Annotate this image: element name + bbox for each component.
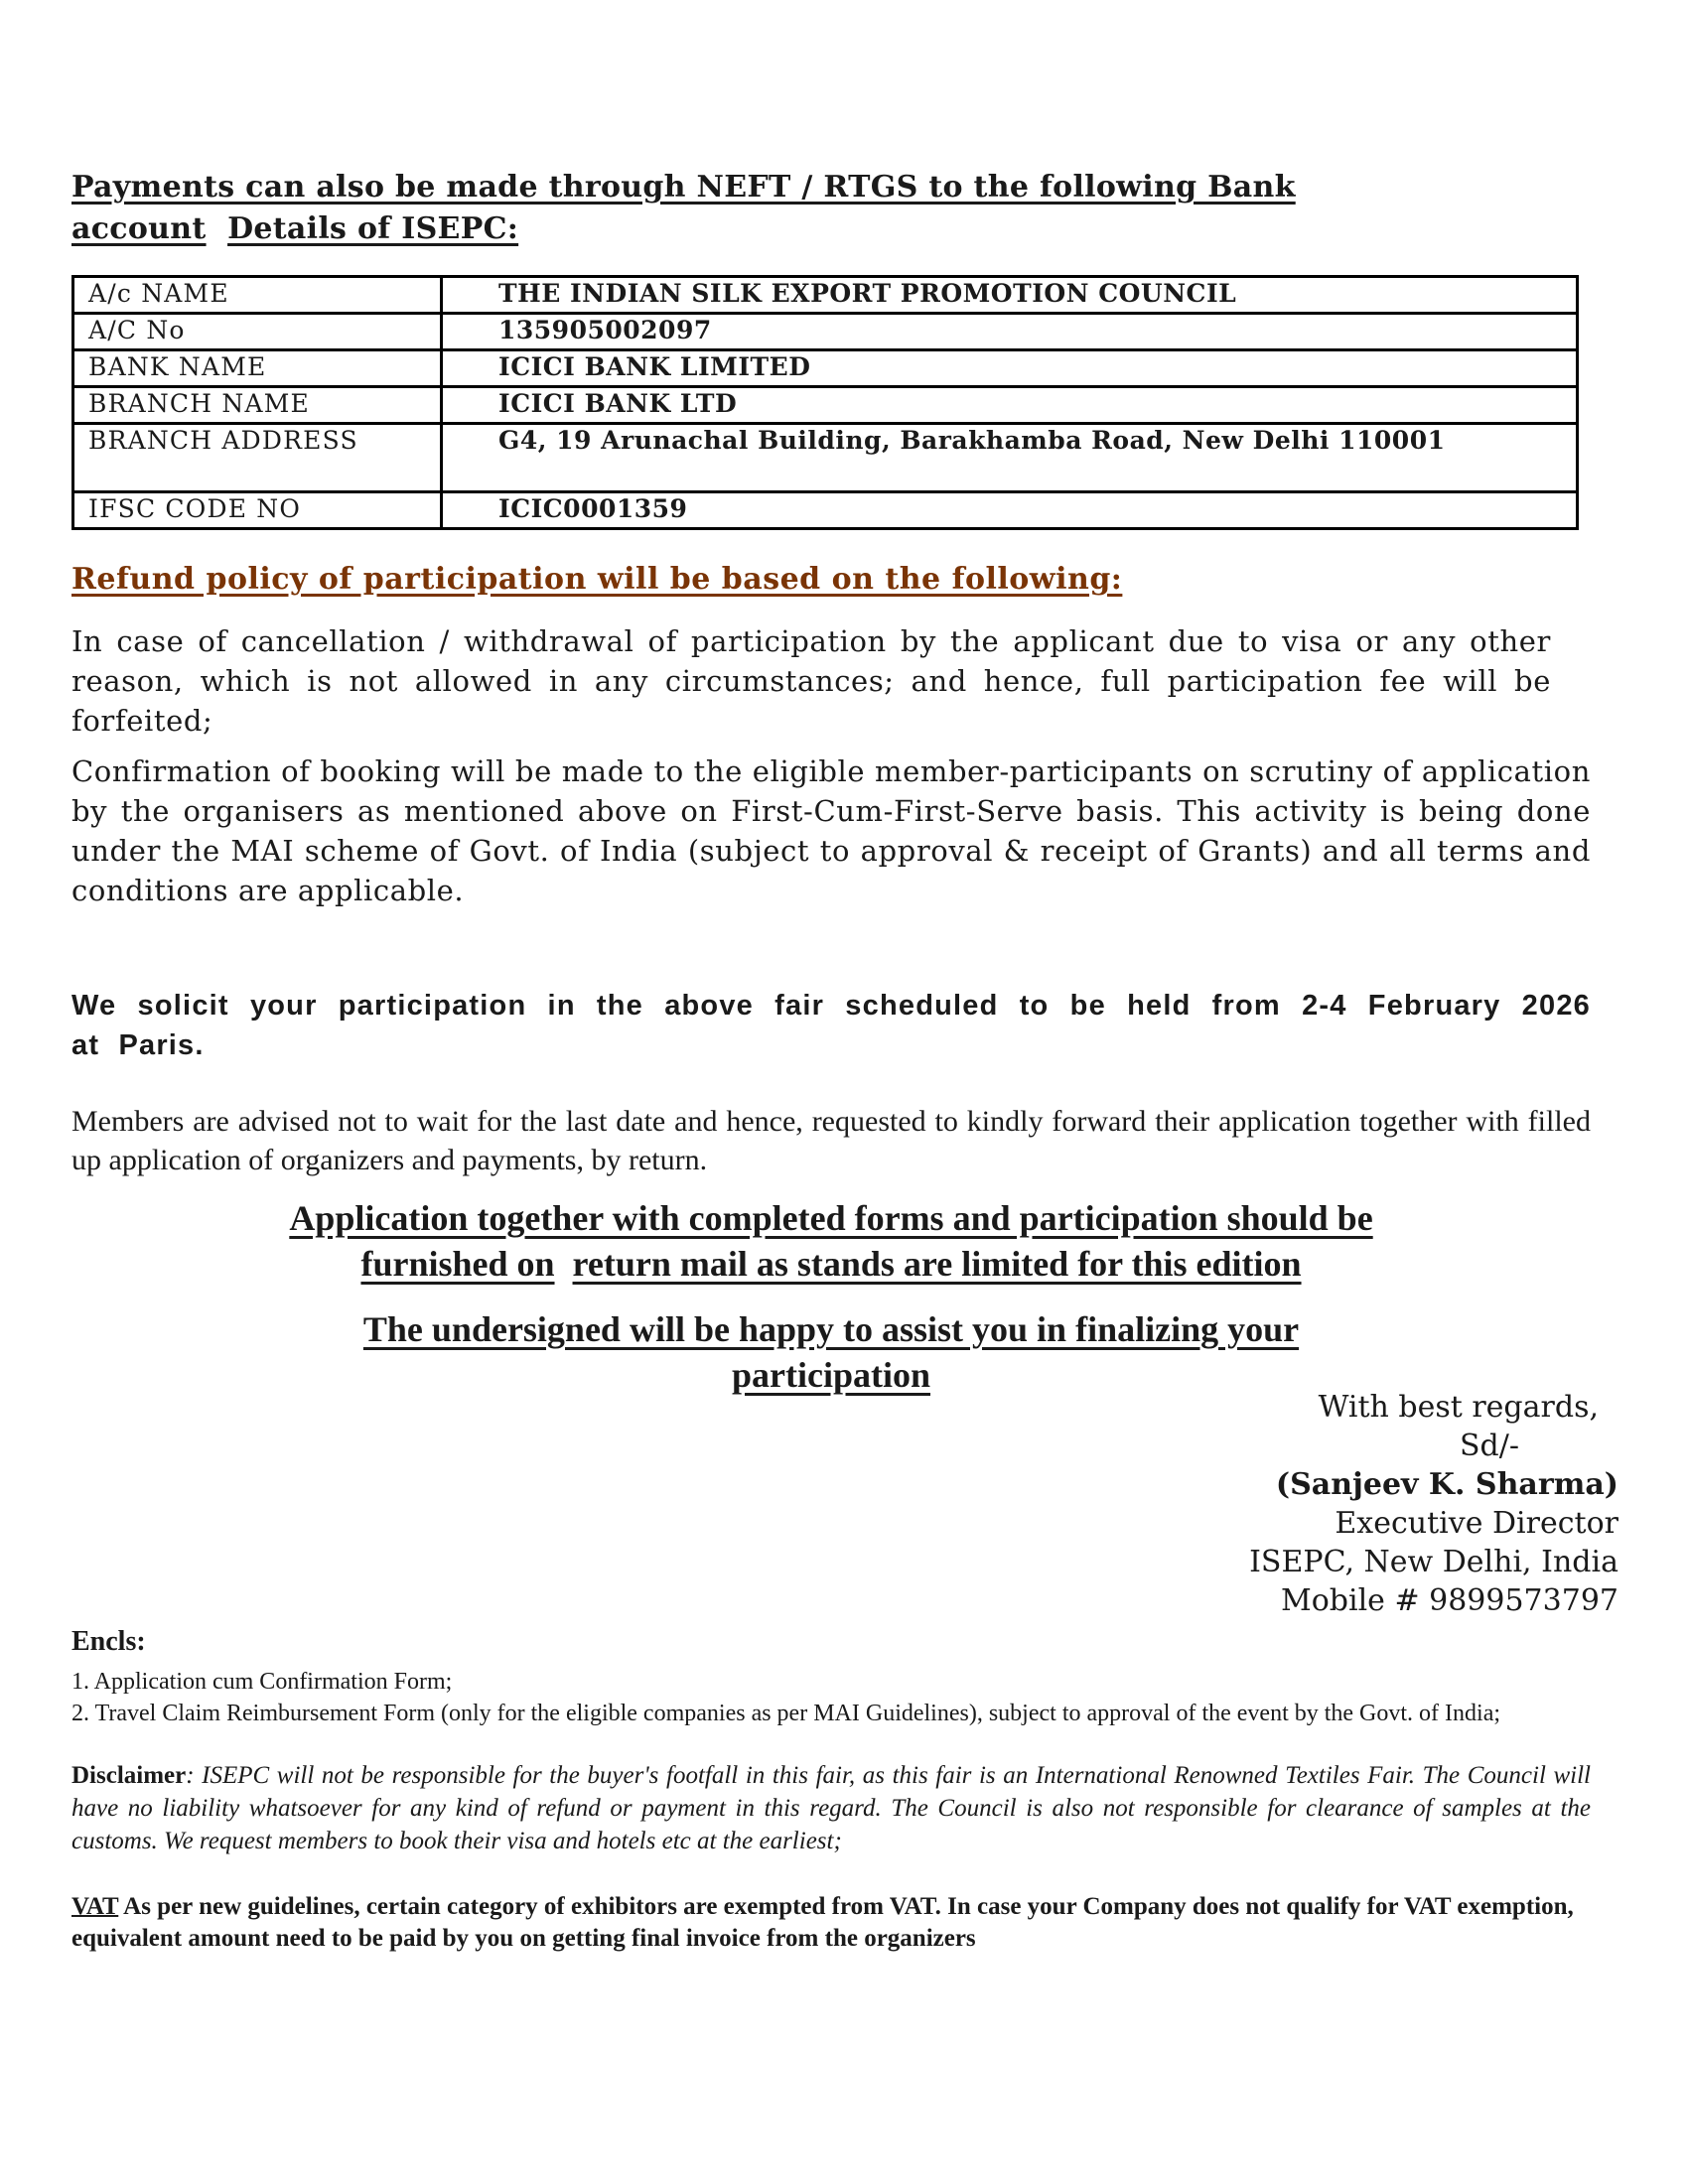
refund-paragraph-cancellation: In case of cancellation / withdrawal of participation by the applicant due to visa or any other reason, which is not allowed in any circumstances; and hence, full participation fee will be forfeited; [71, 624, 1551, 738]
notice-line2b: return mail as stands are limited for this edition [572, 1244, 1302, 1284]
payment-heading [71, 167, 1591, 250]
signature-name: (Sanjeev K. Sharma) [1275, 1467, 1618, 1502]
enclosures-heading: Encls: [71, 1626, 146, 1657]
solicit-paragraph: We solicit your participation in the above fair scheduled to be held from 2-4 February 2026 at Paris. [71, 990, 1591, 1061]
notice-line3: The undersigned will be happy to assist you in finalizing your [362, 1309, 1300, 1349]
vat-note [71, 1891, 1591, 1955]
signature-title: Executive Director [1335, 1506, 1618, 1541]
signature-org: ISEPC, New Delhi, India [1249, 1545, 1618, 1579]
value-branch-name: ICICI BANK LTD [442, 387, 1578, 424]
label-branch-address: BRANCH ADDRESS [73, 424, 442, 492]
table-row [73, 350, 1578, 387]
label-branch-name: BRANCH NAME [73, 387, 442, 424]
payment-heading-details: Details of ISEPC: [227, 211, 519, 246]
table-row [73, 424, 1578, 492]
value-ac-name: THE INDIAN SILK EXPORT PROMOTION COUNCIL [442, 277, 1578, 314]
label-ac-no: A/C No [73, 314, 442, 350]
signature-mobile: Mobile # 9899573797 [1280, 1583, 1618, 1618]
table-row [73, 277, 1578, 314]
refund-policy-heading: Refund policy of participation will be based on the following: [71, 562, 1123, 597]
refund-paragraph-confirmation: Confirmation of booking will be made to the eligible member-participants on scrutiny of application by the organisers as mentioned above on First-Cum-First-Serve basis. This activity is being done under the MAI scheme of Govt. of India (subject to approval & receipt of Grants) and all terms and conditions are applicable. [71, 754, 1591, 907]
disclaimer-text: : ISEPC will not be responsible for the buyer's footfall in this fair, as this fair is an International Renowned Textiles Fair. The Council will have no liability whatsoever for any kind of refund or payment in this regard. The Council is also not responsible for clearance of samples at the customs. We request members to book their visa and hotels etc at the earliest; [71, 1762, 1591, 1854]
value-bank-name: ICICI BANK LIMITED [442, 350, 1578, 387]
table-row [73, 387, 1578, 424]
signature-regards: With best regards, [1318, 1390, 1599, 1425]
vat-label: VAT [71, 1893, 119, 1920]
signature-sd: Sd/- [1460, 1429, 1519, 1463]
payment-heading-account: account [71, 211, 207, 246]
signature-block [1172, 1388, 1618, 1620]
label-ifsc: IFSC CODE NO [73, 492, 442, 529]
enclosure-item-1: 1. Application cum Confirmation Form; [71, 1669, 453, 1695]
notice-line2a: furnished on [360, 1244, 555, 1284]
table-row [73, 314, 1578, 350]
notice-line4: participation [731, 1355, 930, 1395]
bank-details-table [71, 275, 1579, 530]
label-ac-name: A/c NAME [73, 277, 442, 314]
payment-heading-line1: Payments can also be made through NEFT / RTGS to the following Bank [71, 170, 1296, 205]
notice-line1: Application together with completed forms and participation should be [289, 1198, 1373, 1238]
value-ifsc: ICIC0001359 [442, 492, 1578, 529]
enclosure-item-2: 2. Travel Claim Reimbursement Form (only for the eligible companies as per MAI Guidelines), subject to approval of the event by the Govt. of India; [71, 1701, 1501, 1726]
disclaimer [71, 1759, 1591, 1857]
members-advice-paragraph: Members are advised not to wait for the last date and hence, requested to kindly forward their application together with filled up application of organizers and payments, by return. [71, 1105, 1591, 1176]
vat-text: As per new guidelines, certain category of exhibitors are exempted from VAT. In case your Company does not qualify for VAT exemption, equivalent amount need to be paid by you on getting final invoice from the organizers [71, 1893, 1574, 1952]
notice-application [71, 1195, 1591, 1287]
notice-assist [71, 1306, 1591, 1398]
disclaimer-label: Disclaimer [71, 1762, 187, 1789]
label-bank-name: BANK NAME [73, 350, 442, 387]
value-ac-no: 135905002097 [442, 314, 1578, 350]
value-branch-address: G4, 19 Arunachal Building, Barakhamba Road, New Delhi 110001 [442, 424, 1578, 492]
table-row [73, 492, 1578, 529]
